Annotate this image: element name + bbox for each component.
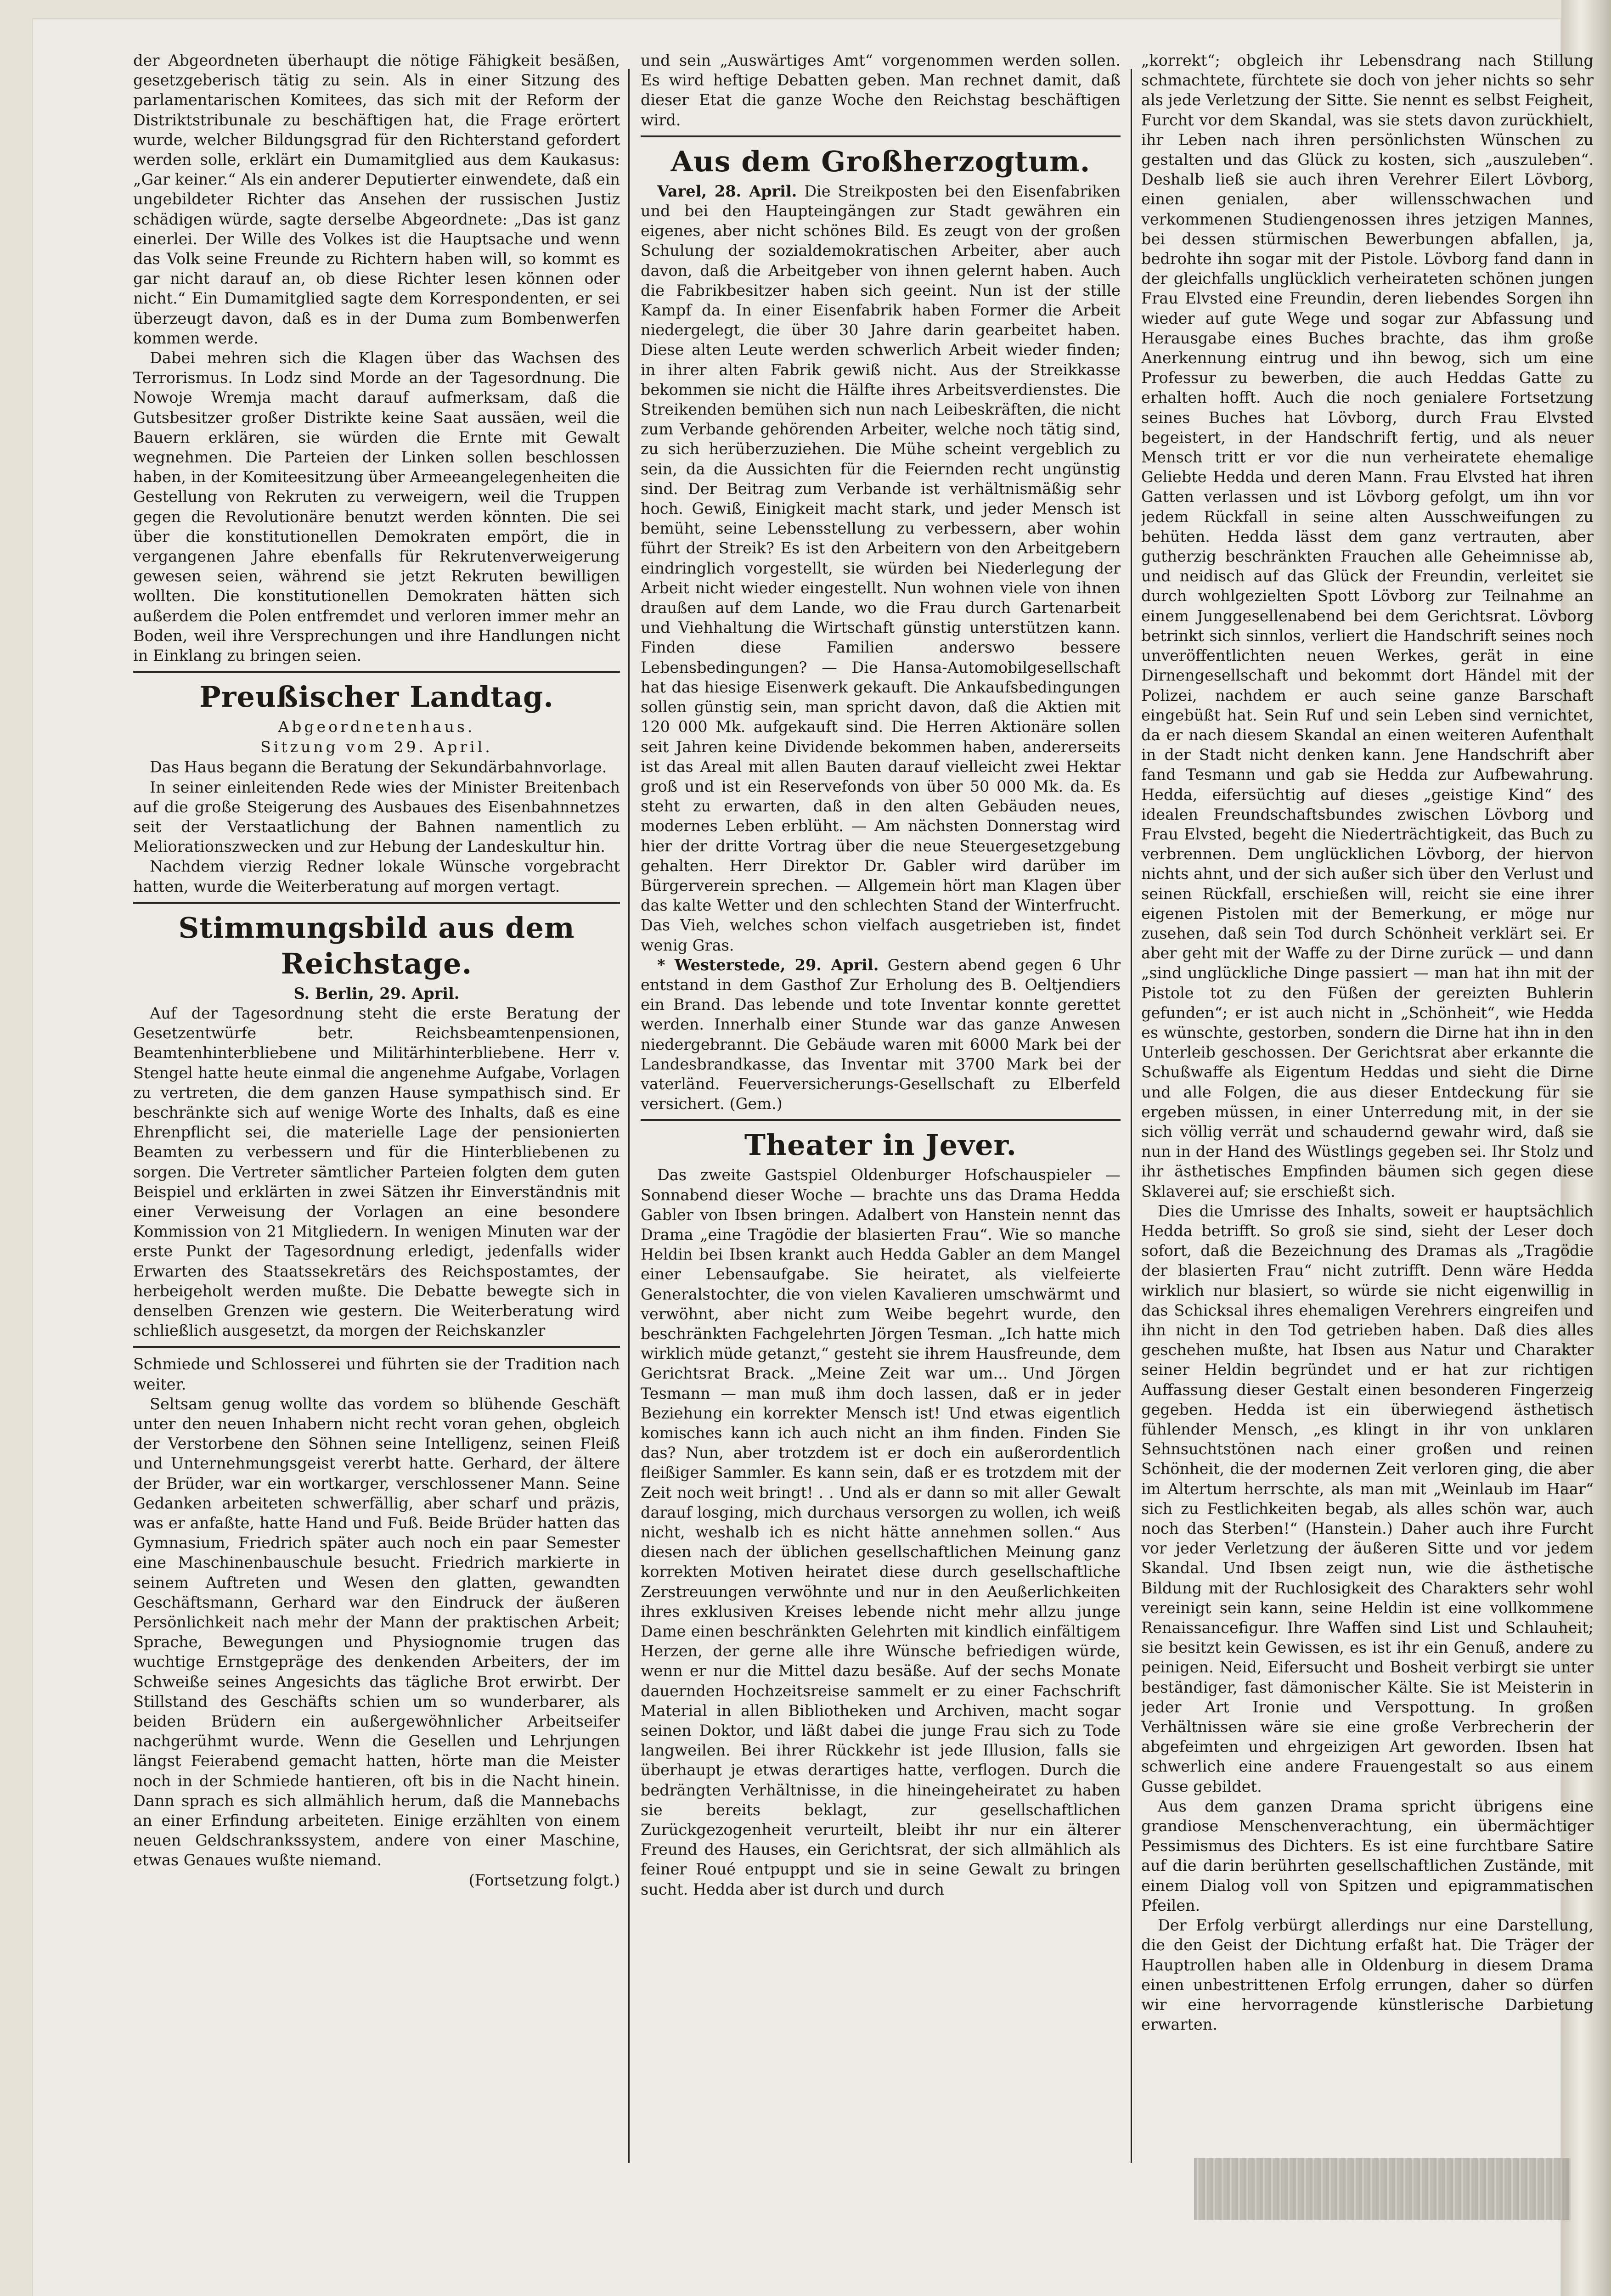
section-rule [133, 902, 620, 904]
section-rule [133, 671, 620, 673]
reichstag-paragraph: Auf der Tagesordnung steht die erste Beratung der Gesetzentwürfe betr. Reichsbeamtenpensionen, Beamtenhinterbliebene und Militärhinterbliebene. Herr v. Stengel hatte heute einmal die angenehme Aufgabe, Vorlagen zu vertreten, die dem ganzen Hause sympathisch sind. Er beschränkte sich auf wenige Worte des Inhalts, daß es eine Ehrenpflicht sei, die materielle Lage der pensionierten Beamten zu verbessern und für die Hinterbliebenen zu sorgen. Die Vertreter sämtlicher Parteien folgten dem guten Beispiel und erklärten in zwei Sätzen ihr Einverständnis mit einer Verweisung der Vorlagen an eine besondere Kommission von 21 Mitgliedern. In wenigen Minuten war der erste Punkt der Tagesordnung erledigt, jedenfalls wider Erwarten des Staatssekretärs des Reichspostamtes, der herbeigeholt werden mußte. Die Debatte bewegte sich in denselben Grenzen wie gestern. Die Weiterberatung wird schließlich ausgesetzt, da morgen der Reichskanzler [133, 1004, 620, 1340]
reichstag-continuation: und sein „Auswärtiges Amt“ vorgenommen werden sollen. Es wird heftige Debatten geben. Man rechnet damit, daß dieser Etat die ganze Woche den Reichstag beschäftigen wird. [641, 51, 1121, 129]
reichstag-dateline: S. Berlin, 29. April. [293, 984, 460, 1002]
landtag-subheading: Abgeordnetenhaus. [278, 718, 475, 736]
column-3 [1141, 51, 1594, 2200]
column-1 [133, 51, 620, 2200]
landtag-paragraph: In seiner einleitenden Rede wies der Minister Breitenbach auf die große Steigerung des Ausbaues des Eisenbahnnetzes seit der Verstaatlichung der Bahnen namentlich zu Meliorationszwecken und zur Hebung der Landeskultur hin. [133, 778, 620, 856]
column-2 [641, 51, 1121, 2200]
theater-review: Das zweite Gastspiel Oldenburger Hofschauspieler — Sonnabend dieser Woche — brachte uns das Drama Hedda Gabler von Ibsen bringen. Adalbert von Hanstein nennt das Drama „eine Tragödie der blasierten Frau“. Wie so manche Heldin bei Ibsen krankt auch Hedda Gabler an dem Mangel einer Lebensaufgabe. Sie heiratet, als vielfeierte Generalstochter, die von vielen Kavalieren umschwärmt und verwöhnt, aber nicht zum Weibe begehrt wurde, den beschränkten Fachgelehrten Jörgen Tesman. „Ich hatte mich wirklich müde getanzt,“ gesteht sie ihrem Hausfreunde, dem Gerichtsrat Brack. „Meine Zeit war um... Und Jörgen Tesmann — man muß ihm doch lassen, daß er in jeder Beziehung ein korrekter Mensch ist! Und etwas eigentlich komisches kann ich auch nicht an ihm finden. Finden Sie das? Nun, aber trotzdem ist er doch ein außerordentlich fleißiger Sammler. Es kann sein, daß er es trotzdem mit der Zeit noch weit bringt! . . Und als er dann so mit aller Gewalt darauf losging, mich durchaus versorgen zu wollen, ich weiß nicht, weshalb ich es nicht hätte annehmen sollen.“ Aus diesen nach der üblichen gesellschaftlichen Meinung ganz korrekten Motiven heiratet diese durch gesellschaftliche Zerstreuungen verwöhnte und nur in den Aeußerlichkeiten ihres exklusiven Kreises lebende nicht mehr allzu junge Dame einen beschränkten Gelehrten mit kindlich einfältigem Herzen, der gerne alle ihre Wünsche befriedigen würde, wenn er nur die Mittel dazu besäße. Auf der sechs Monate dauernden Hochzeitsreise sammelt er zu einer Fachschrift Material in allen Bibliotheken und Archiven, macht sogar seinen Doktor, und läßt dabei die junge Frau sich zu Tode langweilen. Bei ihrer Rückkehr ist jede Illusion, falls sie überhaupt je etwas derartiges hatte, verflogen. Durch die bedrängten Verhältnisse, in die hineingeheiratet zu haben sie bereits beklagt, zur gesellschaftlichen Zurückgezogenheit verurteilt, bleibt ihr nur ein älterer Freund des Hauses, ein Gerichtsrat, der sich allmählich als feiner Roué entpuppt und sie in seine Gewalt zu bringen sucht. Hedda aber ist durch und durch [641, 1166, 1121, 1898]
varel-report: Die Streikposten bei den Eisenfabriken und bei den Haupteingängen zur Stadt gewähren ein eigenes, aber nicht schönes Bild. Es zeugt von der großen Schulung der sozialdemokratischen Arbeiter, aber auch davon, daß die Arbeitgeber von ihnen gelernt haben. Auch die Fabrikbesitzer haben sich geeint. Nun ist der stille Kampf da. In einer Eisenfabrik haben Former die Arbeit niedergelegt, die über 30 Jahre darin gearbeitet haben. Diese alten Leute werden schwerlich Arbeit wieder finden; in ihrer alten Fabrik gewiß nicht. Aus der Streikkasse bekommen sie nicht die Hälfte ihres Arbeitsverdienstes. Die Streikenden bemühen sich nun nach Leibeskräften, die nicht zum Verbande gehörenden Arbeiter, welche noch tätig sind, zu sich herüberzuziehen. Die Mühe scheint vergeblich zu sein, da die Aussichten für die Feiernden recht ungünstig sind. Der Beitrag zum Verbande ist verhältnismäßig sehr hoch. Gewiß, Einigkeit macht stark, und jeder Mensch ist bemüht, seine Lebensstellung zu verbessern, aber wohin führt der Streik? Es ist den Arbeitern von den Arbeitgebern eindringlich vorgestellt, sie würden bei Niederlegung der Arbeit nicht wieder eingestellt. Nun wohnen viele von ihnen draußen auf dem Lande, wo die Frau durch Gartenarbeit und Viehhaltung die Wirtschaft günstig unterstützen kann. Finden diese Familien anderswo bessere Lebensbedingungen? — Die Hansa-Automobilgesellschaft hat das hiesige Eisenwerk gekauft. Die Ankaufsbedingungen sollen günstig sein, man spricht davon, daß die Aktien mit 120 000 Mk. aufgekauft sind. Die Herren Aktionäre sollen seit Jahren keine Dividende bekommen haben, andererseits ist das Areal mit allen Bauten darauf vielleicht zwei Hektar groß und ist ein Reservefonds von über 50 000 Mk. da. Es steht zu erwarten, daß in den alten Gebäuden neues, modernes Leben erblüht. — Am nächsten Donnerstag wird hier der dritte Vortrag über die neue Steuergesetzgebung gehalten. Herr Direktor Dr. Gabler wird darüber im Bürgerverein sprechen. — Allgemein hört man Klagen über das kalte Wetter und den schlechten Stand der Winterfrucht. Das Vieh, welches schon vielfach ausgetrieben ist, findet wenig Gras. [641, 182, 1121, 954]
landtag-headline: Preußischer Landtag. [199, 680, 554, 714]
serial-continuation-note: (Fortsetzung folgt.) [468, 1871, 620, 1889]
feuilleton-rule [133, 1346, 620, 1348]
reichstag-headline: Stimmungsbild aus dem Reichstage. [178, 911, 575, 980]
column-divider [628, 69, 630, 2163]
landtag-paragraph: Nachdem vierzig Redner lokale Wünsche vorgebracht hatten, wurde die Weiterberatung auf morgen vertagt. [133, 857, 620, 895]
duma-article-continuation: der Abgeordneten überhaupt die nötige Fähigkeit besäßen, gesetzgeberisch tätig zu sein. Als in einer Sitzung des parlamentarischen Komitees, das sich mit der Reform der Distriktstribunale zu beschäftigen hat, die Frage erörtert wurde, welcher Bildungsgrad für den Richterstand gefordert werden solle, erklärt ein Dumamitglied aus dem Kaukasus: „Gar keiner.“ Als ein anderer Deputierter einwendete, daß ein ungebildeter Richter das Ansehen der russischen Justiz schädigen würde, sagte derselbe Abgeordnete: „Das ist ganz einerlei. Der Wille des Volkes ist die Hauptsache und wenn das Volk seine Freunde zu Richtern haben will, so kommt es gar nicht darauf an, ob diese Richter lesen können oder nicht.“ Ein Dumamitglied sagte dem Korrespondenten, er sei überzeugt davon, daß es in der Duma zum Bombenwerfen kommen werde. [133, 51, 620, 347]
section-rule [641, 1119, 1121, 1121]
terrorism-paragraph: Dabei mehren sich die Klagen über das Wachsen des Terrorismus. In Lodz sind Morde an der Tagesordnung. Die Nowoje Wremja macht darauf aufmerksam, daß die Gutsbesitzer großer Distrikte keine Saat aussäen, weil die Bauern erklären, sie würden die Ernte mit Gewalt wegnehmen. Die Parteien der Linken sollen beschlossen haben, in der Komiteesitzung über Armeeangelegenheiten die Gestellung von Rekruten zu verweigern, weil die Truppen gegen die Revolutionäre benutzt werden könnten. Die sei über die konstitutionellen Demokraten empört, die in vergangenen Jahre ebenfalls für Rekrutenverweigerung gewesen seien, während sie jetzt Rekruten bewilligen wollten. Die konstitutionellen Demokraten hätten sich außerdem die Polen entfremdet und verloren immer mehr an Boden, weil ihre Versprechungen und ihre Handlungen nicht in Einklang zu bringen seien. [133, 349, 620, 665]
grossherzogtum-headline: Aus dem Großherzogtum. [670, 144, 1091, 178]
section-rule [641, 135, 1121, 137]
landtag-session-date: Sitzung vom 29. April. [260, 738, 493, 756]
theater-headline: Theater in Jever. [744, 1128, 1017, 1162]
landtag-paragraph: Das Haus begann die Beratung der Sekundärbahnvorlage. [150, 758, 607, 777]
westerstede-dateline: * Westerstede, 29. April. [657, 956, 879, 974]
serial-paragraph: Schmiede und Schlosserei und führten sie der Tradition nach weiter. [133, 1355, 620, 1393]
theater-review-continuation: „korrekt“; obgleich ihr Lebensdrang nach Stillung schmachtete, fürchtete sie doch von jeher nichts so sehr als jede Verletzung der Sitte. Sie nennt es selbst Feigheit, Furcht vor dem Skandal, was sie stets davon zurückhielt, ihr Leben nach ihren persönlichsten Wünschen zu gestalten und das Glück zu kosten, sich „auszuleben“. Deshalb ließ sie auch ihren Verehrer Eilert Lövborg, einen genialen, aber willensschwachen und verkommenen Studiengenossen ihres jetzigen Mannes, bei dessen stürmischen Bewerbungen abfallen, ja, bedrohte ihn sogar mit der Pistole. Lövborg fand dann in der gleichfalls unglücklich verheirateten schönen jungen Frau Elvsted eine Freundin, deren liebendes Sorgen ihn wieder auf gute Wege und sogar zur Abfassung und Herausgabe eines Buches brachte, das ihm große Anerkennung eintrug und ihn bewog, sich um eine Professur zu bewerben, die auch Heddas Gatte zu erhalten hofft. Auch die noch genialere Fortsetzung seines Buches hat Lövborg, durch Frau Elvsted begeistert, in der Handschrift fertig, und als neuer Mensch tritt er vor die nun verheiratete ehemalige Geliebte Hedda und deren Mann. Frau Elvsted hat ihren Gatten verlassen und ist Lövborg gefolgt, um ihn vor jedem Rückfall in seine alten Ausschweifungen zu behüten. Hedda lässt dem ganz vertrauten, aber gutherzig beschränkten Frauchen alle Geheimnisse ab, und neidisch auf das Glück der Freundin, verleitet sie durch wohlgezielten Spott Lövborg zur Teilnahme an einem Junggesellenabend bei dem Gerichtsrat. Lövborg betrinkt sich sinnlos, verliert die Handschrift seines noch unveröffentlichten neuen Werkes, gerät in eine Dirnengesellschaft und bekommt dort Händel mit der Polizei, nachdem er auch seine ganze Barschaft eingebüßt hat. Sein Ruf und sein Leben sind vernichtet, da er nach diesem Skandal an einen weiteren Aufenthalt in der Stadt nicht denken kann. Jene Handschrift aber fand Tesmann und gab sie Hedda zur Aufbewahrung. Hedda, eifersüchtig auf dieses „geistige Kind“ des idealen Freundschaftsbundes zwischen Lövborg und Frau Elvsted, begeht die Niederträchtigkeit, das Buch zu verbrennen. Dem unglücklichen Lövborg, der hiervon nichts ahnt, und der sich außer sich über den Verlust und seinen Rückfall, erschießen will, reicht sie eine ihrer eigenen Pistolen mit der Bemerkung, er möge nur zusehen, daß sein Tod durch Schönheit verklärt sei. Er aber geht mit der Waffe zu der Dirne zurück — und dann „sind unglückliche Dinge passiert — man hat ihn mit der Pistole tot zu den Füßen der gereizten Buhlerin gefunden“; er ist auch nicht in „Schönheit“, wie Hedda es wünschte, gestorben, sondern die Dirne hat ihn in den Unterleib geschossen. Der Gerichtsrat aber erkannte die Schußwaffe als Eigentum Heddas und sieht die Dirne und alle Folgen, die aus dieser Entdeckung für sie ergeben müssen, in einer Unterredung mit, in der sie sich völlig verrät und schaudernd gewahr wird, daß sie nun in der Hand des Wüstlings gegeben sei. Ihr Stolz und ihr ästhetisches Empfinden bäumen sich gegen diese Sklaverei auf; sie erschießt sich. [1141, 51, 1594, 1200]
theater-review-paragraph: Der Erfolg verbürgt allerdings nur eine Darstellung, die den Geist der Dichtung erfaßt hat. Die Träger der Hauptrollen haben alle in Oldenburg in diesem Drama einen unbestrittenen Erfolg errungen, daher so dürfen wir eine hervorragende künstlerische Darbietung erwarten. [1141, 1916, 1594, 2034]
varel-dateline: Varel, 28. April. [657, 182, 797, 200]
scan-noise-strip [1194, 2158, 1571, 2220]
theater-review-paragraph: Aus dem ganzen Drama spricht übrigens eine grandiose Menschenverachtung, ein übermächtiger Pessimismus des Dichters. Es ist eine furchtbare Satire auf die darin berührten gesellschaftlichen Zustände, mit einem Dialog voll von Spitzen und epigrammatischen Pfeilen. [1141, 1797, 1594, 1914]
westerstede-report: Gestern abend gegen 6 Uhr entstand in dem Gasthof Zur Erholung des B. Oeltjendiers ein Brand. Das lebende und tote Inventar konnte gerettet werden. Innerhalb einer Stunde war das ganze Anwesen niedergebrannt. Die Gebäude waren mit 6000 Mark bei der Landesbrandkasse, das Inventar mit 3700 Mark bei der vaterländ. Feuerversicherungs-Gesellschaft zu Elberfeld versichert. (Gem.) [641, 956, 1121, 1113]
serial-paragraph: Seltsam genug wollte das vordem so blühende Geschäft unter den neuen Inhabern nicht recht voran gehen, obgleich der Verstorbene den Söhnen seine Intelligenz, seinen Fleiß und Unternehmungsgeist vererbt hatte. Gerhard, der ältere der Brüder, war ein wortkarger, verschlossener Mann. Seine Gedanken arbeiteten schwerfällig, aber scharf und präzis, was er anfaßte, hatte Hand und Fuß. Beide Brüder hatten das Gymnasium, Friedrich später auch noch ein paar Semester eine Maschinenbauschule besucht. Friedrich markierte in seinem Auftreten und Wesen den glatten, gewandten Geschäftsmann, Gerhard war den Eindruck der äußeren Persönlichkeit nach mehr der Mann der praktischen Arbeit; Sprache, Bewegungen und Physiognomie trugen das wuchtige Ernstgepräge des denkenden Arbeiters, der im Schweiße seines Angesichts das tägliche Brot erwirbt. Der Stillstand des Geschäfts schien um so wunderbarer, als beiden Brüdern ein außergewöhnlicher Arbeitseifer nachgerühmt wurde. Wenn die Gesellen und Lehrjungen längst Feierabend gemacht hatten, hörte man die Meister noch in der Schmiede hantieren, oft bis in die Nacht hinein. Dann sprach es sich allmählich herum, daß die Mannebachs an einer Erfindung arbeiteten. Einige erzählten von einem neuen Geldschrankssystem, andere von einer Maschine, etwas Genaues wußte niemand. [133, 1395, 620, 1869]
theater-review-paragraph: Dies die Umrisse des Inhalts, soweit er hauptsächlich Hedda betrifft. So groß sie sind, sieht der Leser doch sofort, daß die Bezeichnung des Dramas als „Tragödie der blasierten Frau“ nicht zutrifft. Denn wäre Hedda wirklich nur blasiert, so würde sie nicht eigenwillig in das Schicksal ihres ehemaligen Verehrers eingreifen und ihn nicht in den Tod getrieben haben. Daß dies alles geschehen mußte, hat Ibsen aus Natur und Charakter seiner Heldin begründet und er hat zur richtigen Auffassung dieser Gestalt einen besonderen Fingerzeig gegeben. Hedda ist ein überwiegend ästhetisch fühlender Mensch, „es klingt in ihr von unklaren Sehnsuchtstönen nach einer großen und reinen Schönheit, die der modernen Zeit verloren ging, die aber im Altertum herrschte, als man mit „Weinlaub im Haar“ sich zu Festlichkeiten begab, als alles schön war, auch noch das Sterben!“ (Hanstein.) Daher auch ihre Furcht vor jeder Verletzung der äußeren Sitte und vor jedem Skandal. Und Ibsen zeigt nun, wie die ästhetische Bildung mit der Ruchlosigkeit des Charakters sehr wohl vereinigt sein kann, seine Heldin ist eine vollkommene Renaissancefigur. Ihre Waffen sind List und Schlauheit; sie besitzt kein Gewissen, es ist ihr ein Genuß, andere zu peinigen. Neid, Eifersucht und Bosheit verbirgt sie unter beständiger, fast dämonischer Kälte. Sie ist Meisterin in jeder Art Ironie und Verspottung. In großen Verhältnissen wäre sie eine große Verbrecherin der abgefeimten und ehrgeizigen Art geworden. Ibsen hat schwerlich eine andere Frauengestalt so aus einem Gusse gebildet. [1141, 1202, 1594, 1795]
column-divider [1131, 69, 1132, 2163]
